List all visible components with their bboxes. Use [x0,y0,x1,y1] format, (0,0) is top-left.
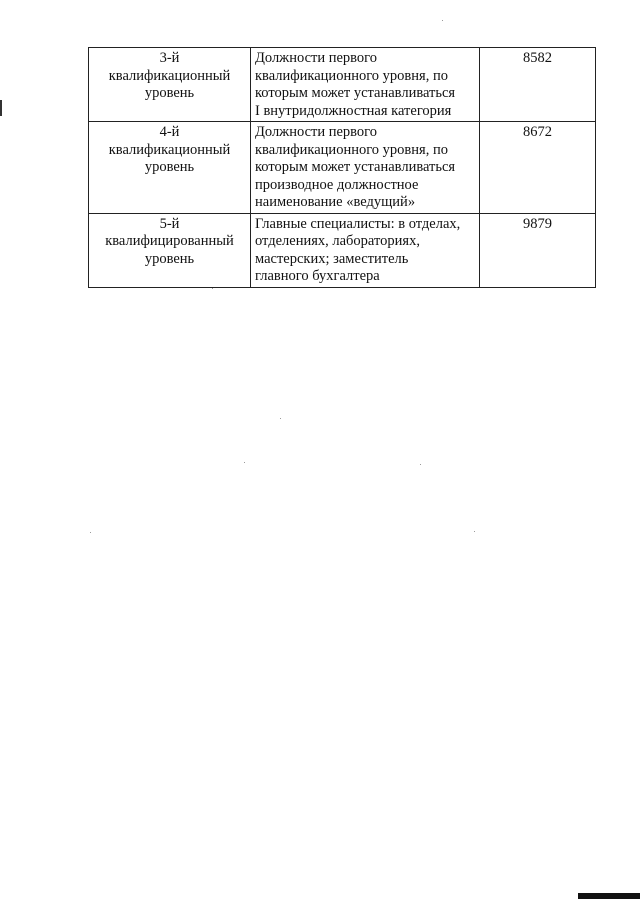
qualification-level-cell: 4-й квалификационный уровень [89,122,251,214]
qualification-level-cell: 3-й квалификационный уровень [89,48,251,122]
position-description-cell: Должности первого квалификационного уровня, по которым может устанавливаться производное должностное наименование «ведущий» [251,122,480,214]
scan-speck [442,20,443,21]
scan-speck [212,288,213,289]
scan-edge-mark [0,100,2,116]
table-row [89,48,596,122]
salary-cell: 8582 [480,48,596,122]
salary-cell: 9879 [480,213,596,287]
scan-speck [420,464,421,465]
position-description-cell: Должности первого квалификационного уровня, по которым может устанавливаться I внутридолжностная категория [251,48,480,122]
position-description-cell: Главные специалисты: в отделах, отделениях, лабораториях, мастерских; заместитель главного бухгалтера [251,213,480,287]
scan-speck [90,532,91,533]
qualification-table [88,47,596,288]
scan-speck [474,531,475,532]
scan-edge-bar [578,893,640,899]
scan-speck [244,462,245,463]
table-row [89,213,596,287]
scan-speck [280,418,281,419]
table-row [89,122,596,214]
salary-cell: 8672 [480,122,596,214]
qualification-level-cell: 5-й квалифицированный уровень [89,213,251,287]
